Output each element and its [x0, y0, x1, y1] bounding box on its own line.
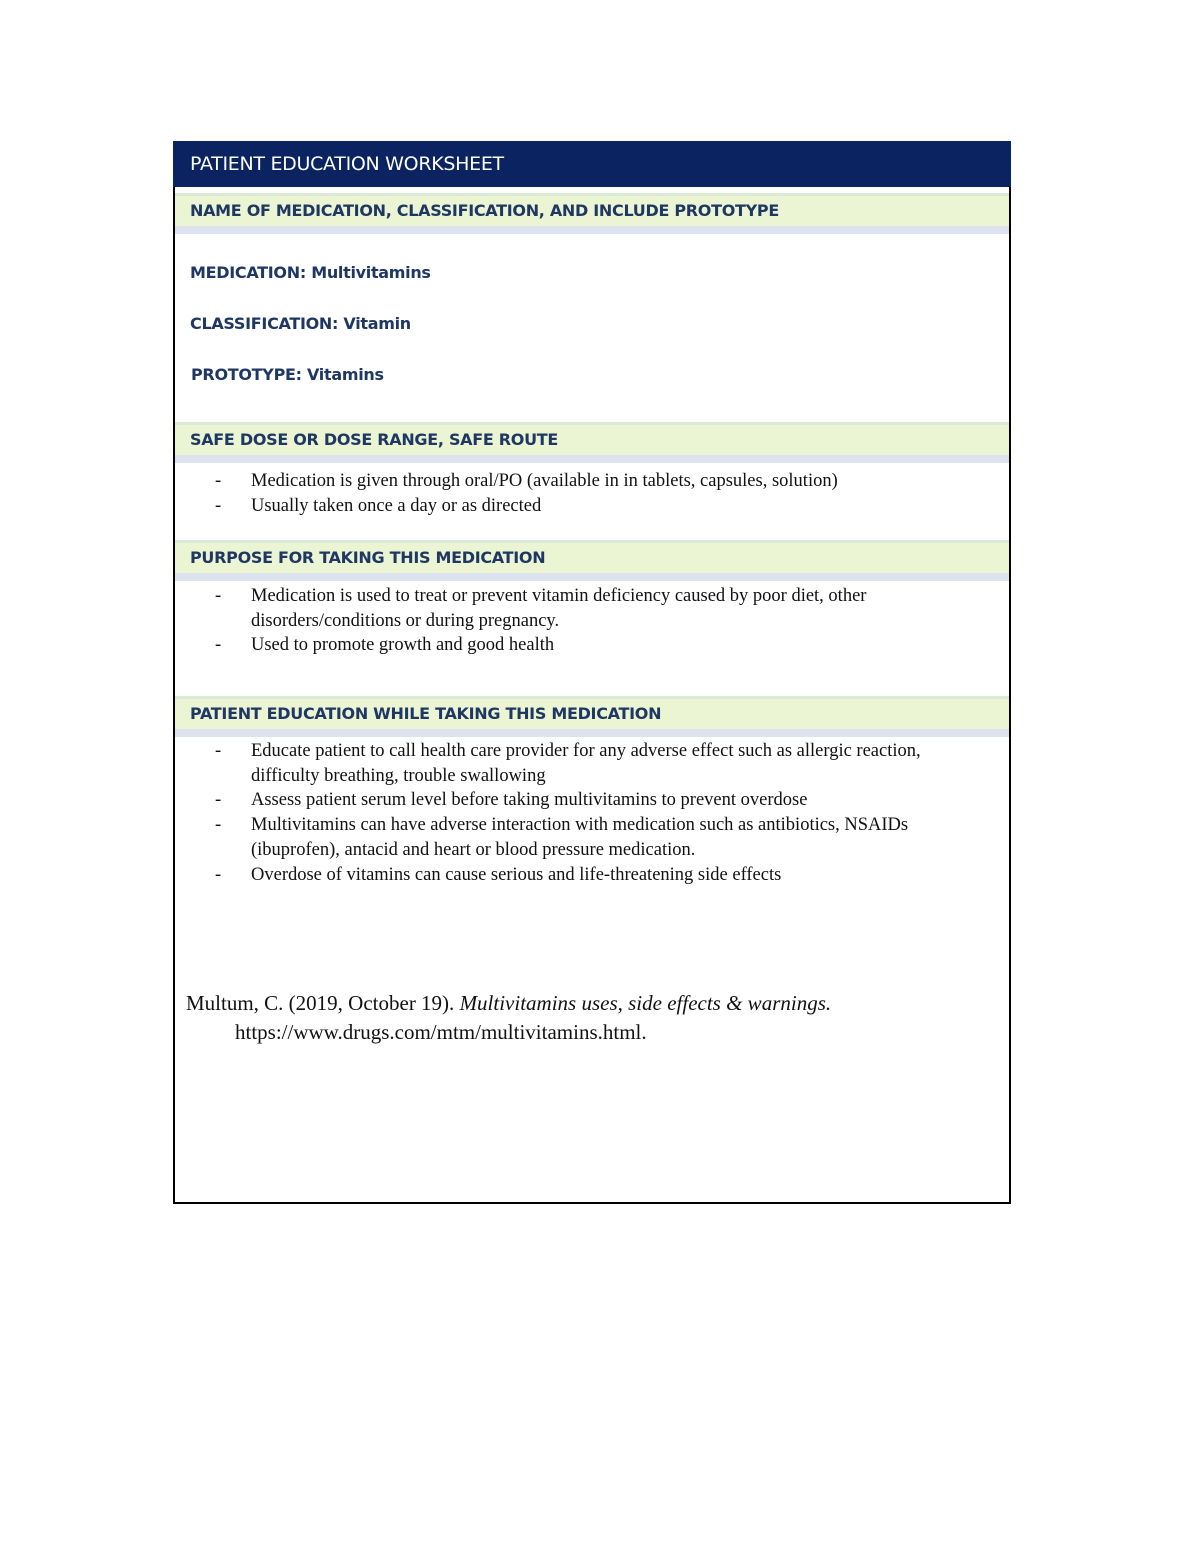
classification-field: CLASSIFICATION: Vitamin — [190, 314, 411, 333]
bullet-dash: - — [215, 586, 222, 606]
worksheet-title-bar — [173, 141, 1011, 187]
section-heading-name — [175, 193, 1009, 234]
citation-title: Multivitamins uses, side effects & warnings. — [459, 991, 832, 1015]
list-item-text: Used to promote growth and good health — [251, 635, 555, 656]
citation — [186, 989, 986, 1047]
section-heading-purpose — [175, 540, 1009, 581]
list-item — [215, 788, 975, 813]
section-heading-name-text: NAME OF MEDICATION, CLASSIFICATION, AND INCLUDE PROTOTYPE — [190, 201, 779, 220]
list-item-text: Overdose of vitamins can cause serious and life-threatening side effects — [251, 864, 782, 885]
list-item — [215, 469, 975, 494]
section-heading-dose — [175, 422, 1009, 463]
medication-field: MEDICATION: Multivitamins — [190, 263, 431, 282]
bullet-dash: - — [215, 471, 222, 491]
section-heading-education-text: PATIENT EDUCATION WHILE TAKING THIS MEDICATION — [190, 704, 662, 723]
section-heading-education — [175, 696, 1009, 737]
list-item-text: Assess patient serum level before taking multivitamins to prevent overdose — [251, 790, 808, 811]
bullet-dash: - — [215, 635, 222, 656]
citation-author-date: Multum, C. (2019, October 19). — [186, 991, 460, 1015]
purpose-list — [215, 584, 975, 658]
dose-list — [215, 469, 975, 518]
list-item — [215, 739, 975, 788]
citation-url: https://www.drugs.com/mtm/multivitamins.html. — [235, 1020, 647, 1044]
worksheet-title: PATIENT EDUCATION WORKSHEET — [190, 153, 504, 175]
list-item — [215, 494, 975, 519]
list-item — [215, 584, 975, 633]
list-item — [215, 813, 975, 862]
list-item-text: Medication is used to treat or prevent vitamin deficiency caused by poor diet, other disorders/conditions or during pregnancy. — [251, 586, 867, 631]
list-item-text: Multivitamins can have adverse interaction with medication such as antibiotics, NSAIDs (ibuprofen), antacid and heart or blood pressure medication. — [251, 815, 909, 860]
bullet-dash: - — [215, 495, 222, 516]
list-item — [215, 863, 975, 888]
bullet-dash: - — [215, 864, 222, 885]
bullet-dash: - — [215, 815, 222, 836]
list-item-text: Usually taken once a day or as directed — [251, 495, 542, 516]
bullet-dash: - — [215, 741, 222, 761]
list-item — [215, 633, 975, 658]
section-heading-purpose-text: PURPOSE FOR TAKING THIS MEDICATION — [190, 548, 546, 567]
education-list — [215, 739, 975, 887]
list-item-text: Medication is given through oral/PO (available in in tablets, capsules, solution) — [251, 471, 838, 491]
bullet-dash: - — [215, 790, 222, 811]
section-heading-dose-text: SAFE DOSE OR DOSE RANGE, SAFE ROUTE — [190, 430, 559, 449]
list-item-text: Educate patient to call health care provider for any adverse effect such as allergic reaction, difficulty breathing, trouble swallowing — [251, 741, 921, 786]
worksheet-table — [173, 141, 1011, 1204]
prototype-field: PROTOTYPE: Vitamins — [191, 365, 384, 384]
